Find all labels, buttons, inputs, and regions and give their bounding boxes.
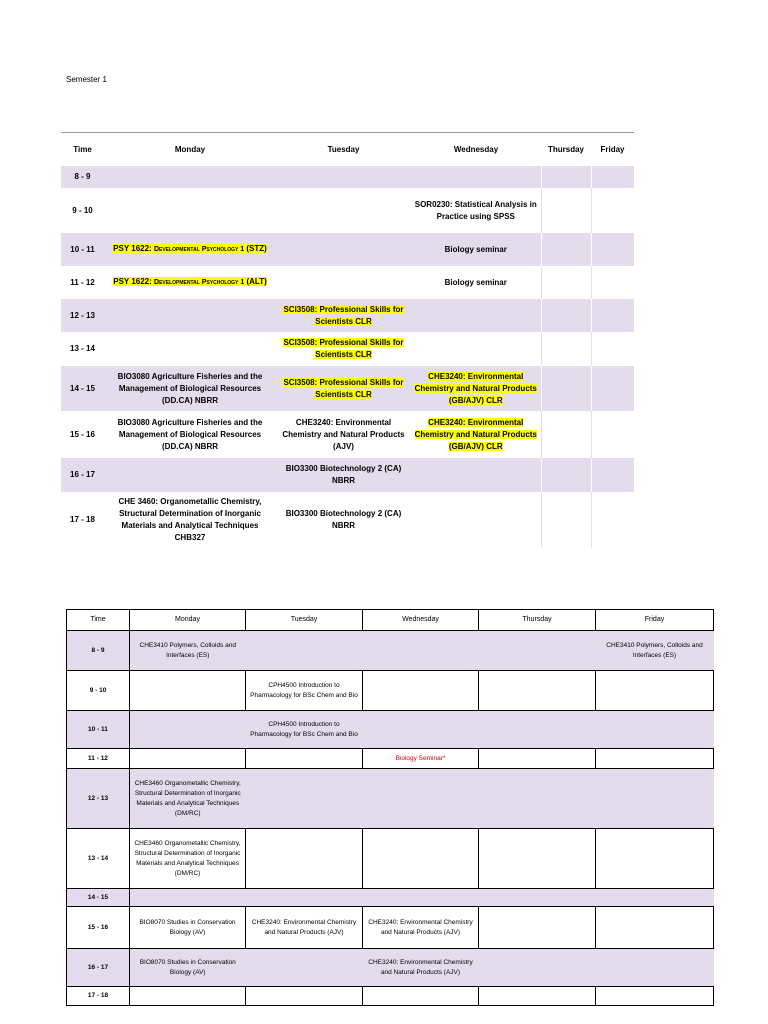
monday-cell (130, 749, 246, 769)
friday-cell (596, 671, 714, 711)
table-header-row (67, 610, 714, 631)
table-row (67, 711, 714, 749)
wednesday-cell (411, 299, 541, 332)
wednesday-cell: Biology Seminar* (363, 749, 479, 769)
monday-cell (104, 299, 276, 332)
table-row (67, 987, 714, 1006)
wednesday-cell: CHE3240: Environmental Chemistry and Natural Products (AJV) (363, 907, 479, 949)
friday-cell (596, 711, 714, 749)
time-cell: 8 - 9 (67, 631, 130, 671)
table-row (67, 769, 714, 829)
thursday-cell (479, 949, 596, 987)
wednesday-cell (363, 671, 479, 711)
wednesday-cell (363, 631, 479, 671)
thursday-cell (479, 829, 596, 889)
tuesday-cell (246, 769, 363, 829)
wednesday-cell (363, 987, 479, 1006)
table-header-row (61, 133, 634, 167)
table-row (61, 299, 634, 332)
table-row (61, 266, 634, 299)
tuesday-cell: BIO3300 Biotechnology 2 (CA) NBRR (276, 492, 411, 548)
wednesday-cell (363, 829, 479, 889)
course-highlight: CHE3240: Environmental Chemistry and Natural Products (GB/AJV) CLR (414, 417, 537, 451)
tuesday-cell: CPH4500 Introduction to Pharmacology for BSc Chem and Bio (246, 711, 363, 749)
tuesday-cell (276, 166, 411, 188)
monday-cell (104, 166, 276, 188)
thursday-cell (479, 631, 596, 671)
thursday-cell (541, 233, 591, 266)
thursday-cell (541, 492, 591, 548)
wednesday-cell (411, 166, 541, 188)
tuesday-cell: CPH4500 Introduction to Pharmacology for BSc Chem and Bio (246, 671, 363, 711)
friday-cell (591, 166, 634, 188)
wednesday-cell (411, 332, 541, 366)
table-row (61, 233, 634, 266)
col-header-wednesday: Wednesday (363, 610, 479, 631)
friday-cell (596, 769, 714, 829)
thursday-cell (479, 907, 596, 949)
monday-cell (104, 233, 276, 266)
time-cell: 12 - 13 (67, 769, 130, 829)
col-header-time: Time (67, 610, 130, 631)
monday-cell (104, 458, 276, 492)
wednesday-cell: SOR0230: Statistical Analysis in Practice using SPSS (411, 188, 541, 233)
friday-cell (591, 492, 634, 548)
thursday-cell (479, 671, 596, 711)
thursday-cell (541, 266, 591, 299)
col-header-friday: Friday (596, 610, 714, 631)
col-header-thursday: Thursday (479, 610, 596, 631)
semester-label: Semester 1 (66, 75, 107, 84)
friday-cell (596, 889, 714, 907)
table-row (67, 631, 714, 671)
course-highlight: CHE3240: Environmental Chemistry and Natural Products (GB/AJV) CLR (414, 371, 537, 405)
tuesday-cell (276, 188, 411, 233)
time-cell: 9 - 10 (61, 188, 104, 233)
wednesday-cell (363, 711, 479, 749)
friday-cell (596, 949, 714, 987)
friday-cell (591, 233, 634, 266)
time-cell: 9 - 10 (67, 671, 130, 711)
monday-cell: CHE 3460: Organometallic Chemistry, Structural Determination of Inorganic Materials and Analytical Techniques CHB327 (104, 492, 276, 548)
monday-cell (130, 889, 246, 907)
friday-cell (596, 907, 714, 949)
friday-cell (591, 366, 634, 411)
course-highlight: PSY 1622: Developmental Psychology 1 (ALT) (113, 277, 267, 286)
semester-1-timetable (61, 132, 634, 548)
tuesday-cell (246, 987, 363, 1006)
friday-cell (596, 829, 714, 889)
thursday-cell (541, 166, 591, 188)
tuesday-cell: CHE3240: Environmental Chemistry and Natural Products (AJV) (246, 907, 363, 949)
tuesday-cell (246, 889, 363, 907)
friday-cell (596, 987, 714, 1006)
thursday-cell (479, 769, 596, 829)
table-row (67, 829, 714, 889)
time-cell: 11 - 12 (61, 266, 104, 299)
friday-cell (591, 332, 634, 366)
time-cell: 14 - 15 (61, 366, 104, 411)
time-cell: 15 - 16 (67, 907, 130, 949)
time-cell: 17 - 18 (67, 987, 130, 1006)
friday-cell (591, 299, 634, 332)
tuesday-cell (276, 299, 411, 332)
tuesday-cell (246, 749, 363, 769)
tuesday-cell: CHE3240: Environmental Chemistry and Natural Products (AJV) (276, 411, 411, 458)
col-header-tuesday: Tuesday (246, 610, 363, 631)
wednesday-cell (411, 492, 541, 548)
time-cell: 12 - 13 (61, 299, 104, 332)
monday-cell: BIO8070 Studies in Conservation Biology (AV) (130, 907, 246, 949)
course-highlight: PSY 1622: Developmental Psychology 1 (STZ) (113, 244, 267, 253)
thursday-cell (541, 366, 591, 411)
col-header-monday: Monday (104, 133, 276, 167)
thursday-cell (541, 188, 591, 233)
time-cell: 15 - 16 (61, 411, 104, 458)
wednesday-cell: Biology seminar (411, 233, 541, 266)
thursday-cell (541, 411, 591, 458)
friday-cell (591, 266, 634, 299)
time-cell: 16 - 17 (61, 458, 104, 492)
tuesday-cell (276, 332, 411, 366)
tuesday-cell (246, 829, 363, 889)
table-row (61, 188, 634, 233)
time-cell: 17 - 18 (61, 492, 104, 548)
thursday-cell (541, 299, 591, 332)
monday-cell: CHE3410 Polymers, Colloids and Interfaces (ES) (130, 631, 246, 671)
table-row (61, 332, 634, 366)
monday-cell: BIO3080 Agriculture Fisheries and the Management of Biological Resources (DD.CA) NBRR (104, 366, 276, 411)
table-row (67, 907, 714, 949)
table-row (61, 366, 634, 411)
wednesday-cell (363, 769, 479, 829)
monday-cell (104, 266, 276, 299)
thursday-cell (479, 987, 596, 1006)
thursday-cell (479, 889, 596, 907)
monday-cell (130, 711, 246, 749)
time-cell: 10 - 11 (67, 711, 130, 749)
thursday-cell (479, 749, 596, 769)
time-cell: 11 - 12 (67, 749, 130, 769)
col-header-wednesday: Wednesday (411, 133, 541, 167)
wednesday-cell (411, 458, 541, 492)
wednesday-cell (363, 889, 479, 907)
table-row (61, 411, 634, 458)
col-header-tuesday: Tuesday (276, 133, 411, 167)
course-highlight: SCI3508: Professional Skills for Scientists CLR (283, 338, 404, 359)
tuesday-cell (246, 949, 363, 987)
wednesday-cell (411, 411, 541, 458)
friday-cell: CHE3410 Polymers, Colloids and Interfaces (ES) (596, 631, 714, 671)
wednesday-cell: CHE3240: Environmental Chemistry and Natural Products (AJV) (363, 949, 479, 987)
time-cell: 13 - 14 (67, 829, 130, 889)
tuesday-cell (276, 266, 411, 299)
course-highlight: SCI3508: Professional Skills for Scientists CLR (283, 304, 404, 326)
col-header-friday: Friday (591, 133, 634, 167)
tuesday-cell (276, 366, 411, 411)
friday-cell (596, 749, 714, 769)
table-row (61, 166, 634, 188)
monday-cell (130, 671, 246, 711)
monday-cell: BIO8070 Studies in Conservation Biology (AV) (130, 949, 246, 987)
table-row (67, 889, 714, 907)
thursday-cell (479, 711, 596, 749)
friday-cell (591, 411, 634, 458)
table-row (67, 671, 714, 711)
col-header-monday: Monday (130, 610, 246, 631)
table-row (67, 949, 714, 987)
time-cell: 8 - 9 (61, 166, 104, 188)
time-cell: 14 - 15 (67, 889, 130, 907)
col-header-thursday: Thursday (541, 133, 591, 167)
time-cell: 13 - 14 (61, 332, 104, 366)
thursday-cell (541, 458, 591, 492)
second-timetable (66, 609, 714, 1006)
friday-cell (591, 188, 634, 233)
monday-cell (130, 987, 246, 1006)
tuesday-cell (246, 631, 363, 671)
thursday-cell (541, 332, 591, 366)
tuesday-cell (276, 233, 411, 266)
col-header-time: Time (61, 133, 104, 167)
monday-cell: CHE3460 Organometallic Chemistry, Structural Determination of Inorganic Materials and Analytical Techniques (DM/RC) (130, 829, 246, 889)
time-cell: 16 - 17 (67, 949, 130, 987)
wednesday-cell (411, 366, 541, 411)
monday-cell: CHE3460 Organometallic Chemistry, Structural Determination of Inorganic Materials and Analytical Techniques (DM/RC) (130, 769, 246, 829)
friday-cell (591, 458, 634, 492)
time-cell: 10 - 11 (61, 233, 104, 266)
monday-cell (104, 188, 276, 233)
tuesday-cell: BIO3300 Biotechnology 2 (CA) NBRR (276, 458, 411, 492)
table-row (61, 458, 634, 492)
table-row (61, 492, 634, 548)
course-highlight: SCI3508: Professional Skills for Scientists CLR (283, 377, 404, 399)
monday-cell (104, 332, 276, 366)
table-row (67, 749, 714, 769)
wednesday-cell: Biology seminar (411, 266, 541, 299)
monday-cell: BIO3080 Agriculture Fisheries and the Management of Biological Resources (DD.CA) NBRR (104, 411, 276, 458)
